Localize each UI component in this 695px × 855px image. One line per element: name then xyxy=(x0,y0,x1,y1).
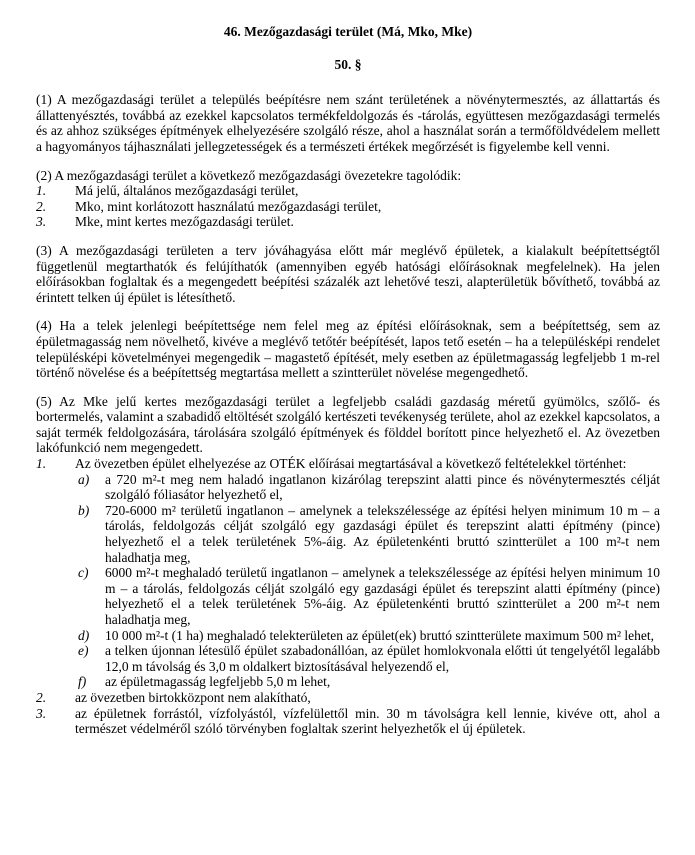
sub-list-item-text: 720-6000 m² területű ingatlanon – amelynek a telekszélessége az építési helyen minimum 10 m – a tárolás, feldolgozás célját szolgáló egy gazdasági épület és terepszint alatti építmény (pince) helyezhető el a telek területének 5%-áig. Az épületenkénti bruttó szintterület a 100 m²-t nem haladhatja meg, xyxy=(105,502,660,565)
list-item-number: 2. xyxy=(36,689,47,705)
list-item xyxy=(36,690,660,706)
list-item-text: Mko, mint korlátozott használatú mezőgazdasági terület, xyxy=(75,198,382,214)
list-item-number: 1. xyxy=(36,183,47,199)
sub-list-item xyxy=(78,472,660,503)
sub-list-item-letter: c) xyxy=(78,565,89,581)
list-item xyxy=(36,456,660,690)
list-item xyxy=(36,706,660,737)
sub-list-item-letter: f) xyxy=(78,674,87,690)
sub-list-item-letter: e) xyxy=(78,643,89,659)
sub-list-item-text: a 720 m²-t meg nem haladó ingatlanon kizárólag terepszint alatti pince és növénytermesztés célját szolgáló fóliasátor helyezhető el, xyxy=(105,471,660,503)
paragraph-2-intro: (2) A mezőgazdasági terület a következő mezőgazdasági övezetekre tagolódik: xyxy=(36,167,462,183)
sub-list-item xyxy=(78,643,660,674)
paragraph-4: (4) Ha a telek jelenlegi beépítettsége nem felel meg az építési előírásoknak, sem a beépítettség, sem az épületmagasság nem növelhető, kivéve a meglévő tetőtér beépítését, lapos tető esetén – ha a településképi rendelet településképi követelményei megengedik – magastető építését, mely esetben az épületmagasság legfeljebb 1 m-rel történő növelése és a beépítettség megtartása mellett a szintterület növelése megengedhető. xyxy=(36,318,660,381)
sub-list-item xyxy=(78,674,660,690)
sub-list-item xyxy=(78,628,660,644)
list-item-number: 3. xyxy=(36,214,47,230)
list-item-text: Má jelű, általános mezőgazdasági terület, xyxy=(75,183,299,199)
list-item-number: 1. xyxy=(36,456,47,472)
list-item-number: 2. xyxy=(36,198,47,214)
list-item-body xyxy=(75,456,660,690)
document-title: 46. Mezőgazdasági terület (Má, Mko, Mke) xyxy=(223,24,473,39)
sub-list-item-text: a telken újonnan létesülő épület szabadonállóan, az épület homlokvonala előtti út tengelyétől legalább 12,0 m távolság és 3,0 m oldalkert biztosításával helyezendő el, xyxy=(105,643,660,674)
sub-list-item-text: az épületmagasság legfeljebb 5,0 m lehet, xyxy=(105,674,331,690)
paragraph-2 xyxy=(36,168,660,230)
list-item-number: 3. xyxy=(36,705,47,721)
sub-list-item-text: 6000 m²-t meghaladó területű ingatlanon – amelynek a telekszélessége az építési helyen minimum 10 m – a tárolás, feldolgozás célját szolgáló egy gazdasági épület és terepszint alatti építmény (pince) helyezhető el a telek területének 5%-áig. Az épületenkénti bruttó szintterület a 200 m²-t nem haladhatja meg, xyxy=(105,565,660,627)
paragraph-5-intro: (5) Az Mke jelű kertes mezőgazdasági terület a legfeljebb családi gazdaság méretű gyümölcs, szőlő- és bortermelés, valamint a szabadidő eltöltését szolgáló kertészeti tevékenység területe, ahol az ezekkel kapcsolatos, a saját termék feldolgozására, tárolására szolgáló építmények és földdel borított pince helyezhető el. Az övezetben lakófunkció nem megengedett. xyxy=(36,393,660,456)
sub-list-item-letter: d) xyxy=(78,627,90,643)
sub-list-item-letter: a) xyxy=(78,471,90,487)
list-item-text: az övezetben birtokközpont nem alakítható, xyxy=(75,689,311,705)
list-item-text: az épületnek forrástól, vízfolyástól, vízfelülettől min. 30 m távolságra kell lennie, kivéve ott, ahol a természet védelméről szóló törvényben foglaltak szerint helyezhetők el új épületek. xyxy=(75,705,660,737)
paragraph-5 xyxy=(36,394,660,737)
list-item-text: Az övezetben épület elhelyezése az OTÉK előírásai megtartásával a következő feltételekkel történhet: xyxy=(75,456,627,472)
list-item xyxy=(36,214,660,230)
paragraph-3: (3) A mezőgazdasági területen a terv jóváhagyása előtt már meglévő épületek, a kialakult beépítettségtől függetlenül megtarthatók és felújíthatók (amennyiben egyéb hatósági előírásoknak megfelelnek). Ha jelen előírásokban foglaltak és a megengedett beépítési százalék azt lehetővé teszi, alapterületük bővíthető, továbbá az érintett telken új épület is létesíthető. xyxy=(36,242,660,305)
sub-list-item xyxy=(78,503,660,565)
list-item xyxy=(36,199,660,215)
sub-list-item xyxy=(78,565,660,627)
sub-list-item-letter: b) xyxy=(78,502,90,518)
paragraph-1: (1) A mezőgazdasági terület a település beépítésre nem szánt területének a növénytermesztés, az állattartás és állattenyésztés, továbbá az ezekkel kapcsolatos termékfeldolgozás és -tárolás, együttesen mezőgazdasági termelés és az ahhoz szükséges építmények elhelyezésére szolgáló része, ahol a használat során a termőföldvédelem mellett a hagyományos tájhasználati jellegzetességek és a természeti értékek megőrzését is figyelembe kell venni. xyxy=(36,92,660,154)
section-number: 50. § xyxy=(334,56,362,72)
list-item-text: Mke, mint kertes mezőgazdasági terület. xyxy=(75,214,294,230)
list-item xyxy=(36,183,660,199)
sub-list-item-text: 10 000 m²-t (1 ha) meghaladó telekterületen az épület(ek) bruttó szintterülete maximum 500 m² lehet, xyxy=(105,627,655,643)
